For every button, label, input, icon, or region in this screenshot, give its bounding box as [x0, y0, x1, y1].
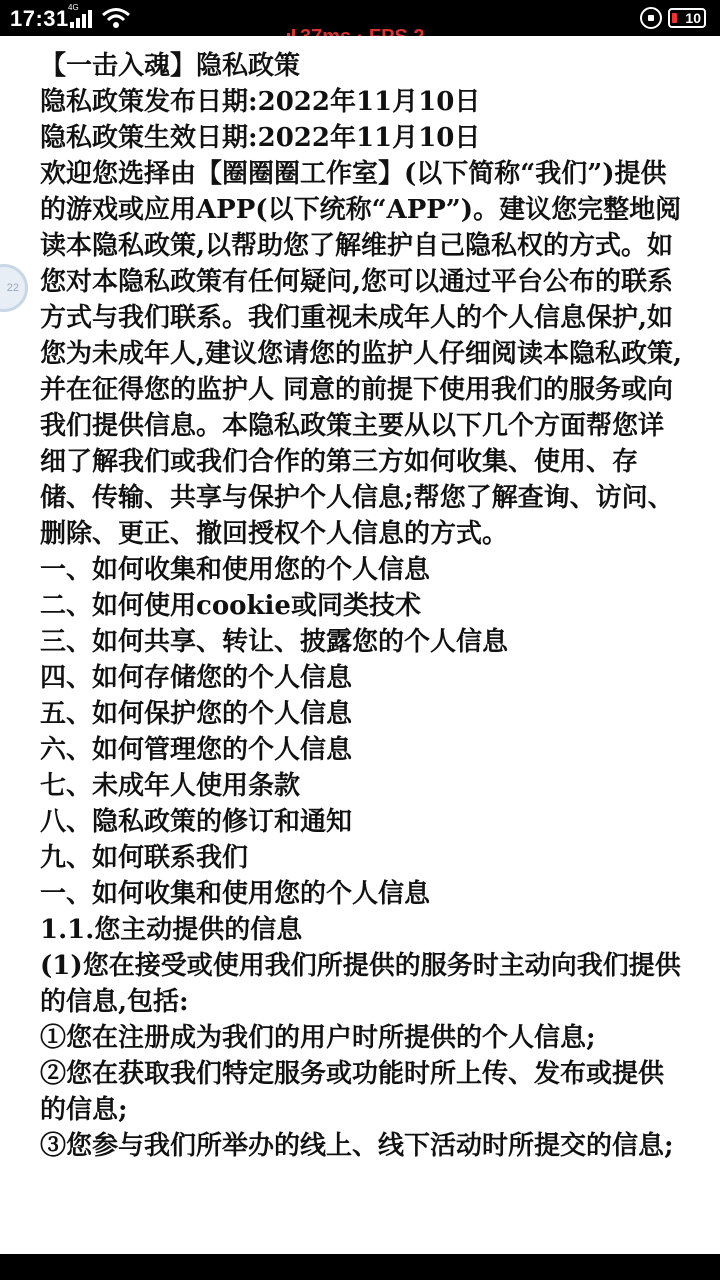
policy-title: 【一击入魂】隐私政策	[40, 51, 301, 81]
toc-item: 九、如何联系我们	[40, 843, 249, 873]
policy-list-item: ②您在获取我们特定服务或功能时所上传、发布或提供的信息;	[40, 1059, 665, 1125]
policy-list-item: ③您参与我们所举办的线上、线下活动时所提交的信息;	[40, 1131, 674, 1161]
policy-paragraph: (1)您在接受或使用我们所提供的服务时主动向我们提供的信息,包括:	[40, 951, 681, 1017]
policy-publish-date: 隐私政策发布日期:2022年11月10日	[40, 87, 481, 117]
toc-item: 三、如何共享、转让、披露您的个人信息	[40, 627, 509, 657]
lock-rotation-icon	[640, 7, 662, 29]
policy-intro: 欢迎您选择由【圈圈圈工作室】(以下简称“我们”)提供的游戏或应用APP(以下统称“APP”)。建议您完整地阅读本隐私政策,以帮助您了解维护自己隐私权的方式。如您对本隐私政策有任何疑问,您可以通过平台公布的联系方式与我们联系。我们重视未成年人的个人信息保护,如您为未成年人,建议您请您的监护人仔细阅读本隐私政策,并在征得您的监护人 同意的前提下使用我们的服务或向我们提供信息。本隐私政策主要从以下几个方面帮您详细了解我们或我们合作的第三方如何收集、使用、存储、传输、共享与保护个人信息;帮您了解查询、访问、删除、更正、撤回授权个人信息的方式。	[40, 159, 683, 549]
policy-effective-date: 隐私政策生效日期:2022年11月10日	[40, 123, 481, 153]
signal-icon	[70, 10, 96, 28]
wifi-icon	[101, 7, 131, 29]
toc-item: 七、未成年人使用条款	[40, 771, 301, 801]
policy-list-item: ①您在注册成为我们的用户时所提供的个人信息;	[40, 1023, 596, 1053]
clock: 17:31	[10, 6, 69, 31]
toc-item: 一、如何收集和使用您的个人信息	[40, 555, 431, 585]
toc-item: 五、如何保护您的个人信息	[40, 699, 353, 729]
toc-item: 四、如何存储您的个人信息	[40, 663, 353, 693]
toc-item: 六、如何管理您的个人信息	[40, 735, 353, 765]
battery-icon: 10	[668, 8, 706, 28]
policy-scroll-view[interactable]	[0, 36, 720, 1254]
bottom-bar	[0, 1254, 720, 1280]
subsection-heading: 1.1.您主动提供的信息	[40, 915, 303, 945]
section-heading: 一、如何收集和使用您的个人信息	[40, 879, 431, 909]
network-type: 4G	[68, 3, 79, 12]
floating-assistant-button[interactable]: 22	[0, 264, 28, 312]
privacy-policy-text	[40, 48, 684, 1164]
toc-item: 二、如何使用cookie或同类技术	[40, 591, 421, 621]
status-bar	[0, 0, 720, 36]
toc-item: 八、隐私政策的修订和通知	[40, 807, 353, 837]
